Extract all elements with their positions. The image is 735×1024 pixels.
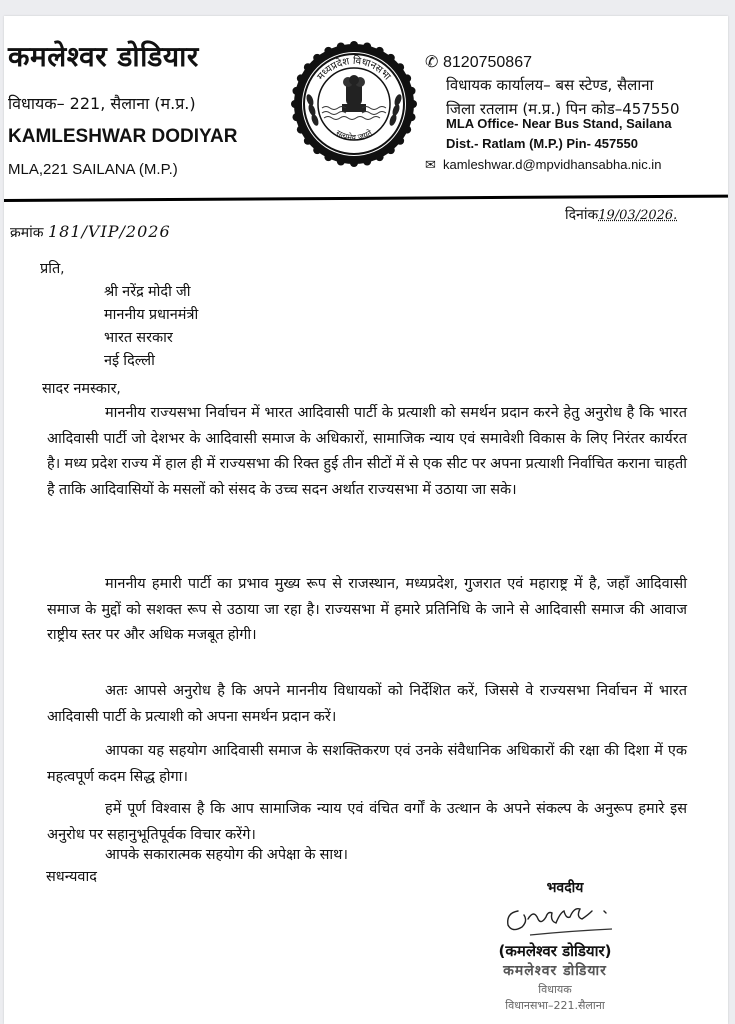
seal-serration	[313, 54, 321, 62]
seal-bottom-text: सत्यमेव जयते	[334, 128, 374, 143]
date-label: दिनांक	[565, 207, 599, 223]
letterhead-name-english: KAMLESHWAR DODIYAR	[8, 126, 238, 147]
stamp-constituency: विधानसभा–221.सैलाना	[505, 999, 605, 1012]
phone-number[interactable]: 8120750867	[443, 54, 532, 71]
seal-serration	[292, 87, 300, 95]
email-line	[425, 157, 661, 173]
seal-serration	[304, 137, 312, 145]
body-paragraph: माननीय राज्यसभा निर्वाचन में भारत आदिवासी पार्टी के प्रत्याशी को समर्थन प्रदान करने हेतु अनुरोध है कि भारत आदिवासी पार्टी जो देशभर के आदिवासी समाज के अधिकारों, सामाजिक न्याय एवं समावेशी विकास के लिए निरंतर कार्यरत है। मध्य प्रदेश राज्य में हाल ही में राज्यसभा की रिक्त हुई तीन सीटों में से एक सीट पर अपना प्रत्याशी निर्वाचित कराना चाहती है ताकि आदिवासियों के मसलों को संसद के उच्च सदन अर्थात राज्यसभा में उठाया जा सके।	[47, 405, 687, 498]
state-emblem-icon	[290, 40, 418, 168]
district-address-english: Dist.- Ratlam (M.P.) Pin- 457550	[446, 136, 638, 151]
recipient-line: भारत सरकार	[104, 330, 173, 346]
seal-serration	[408, 87, 416, 95]
seal-top-text: मध्यप्रदेश विधानसभा	[315, 55, 393, 83]
phone-icon: ✆	[425, 54, 439, 71]
stamp-name: कमलेश्वर डोडियार	[503, 963, 607, 979]
body-paragraph: हमें पूर्ण विश्वास है कि आप सामाजिक न्याय एवं वंचित वर्गों के उत्थान के अपने संकल्प के अनुरूप हमारे इस अनुरोध पर सहानुभूतिपूर्वक विचार करेंगे।	[47, 801, 687, 843]
handwritten-signature-icon	[450, 901, 670, 939]
seal-serration	[313, 146, 321, 154]
body-paragraph: अतः आपसे अनुरोध है कि अपने माननीय विधायकों को निर्देशित करें, जिससे वे राज्यसभा निर्वाचन में भारत आदिवासी पार्टी के प्रत्याशी को अपना समर्थन प्रदान करें।	[47, 683, 687, 725]
seal-serration	[292, 113, 300, 121]
body-paragraph: माननीय हमारी पार्टी का प्रभाव मुख्य रूप से राजस्थान, मध्यप्रदेश, गुजरात एवं महाराष्ट्र में है, जहाँ आदिवासी समाज के मुद्दों को सशक्त रूप से उठाया जा रहा है। राज्यसभा में हमारे प्रतिनिधि के जाने से आदिवासी समाज की आवाज राष्ट्रीय स्तर पर और अधिक मजबूत होगी।	[47, 576, 687, 643]
seal-serration	[403, 74, 411, 82]
letterhead-designation-hindi: विधायक– 221, सैलाना (म.प्र.)	[8, 94, 196, 113]
seal-serration	[304, 63, 312, 71]
seal-serration	[396, 137, 404, 145]
seal-serration	[409, 100, 417, 108]
letterhead-designation-english: MLA,221 SAILANA (M.P.)	[8, 161, 178, 178]
to-label: प्रति,	[40, 261, 65, 277]
seal-serration	[324, 153, 332, 161]
seal-serration	[403, 126, 411, 134]
body-paragraph: आपका यह सहयोग आदिवासी समाज के सशक्तिकरण एवं उनके संवैधानिक अधिकारों की रक्षा की दिशा में एक महत्वपूर्ण कदम सिद्ध होगा।	[47, 743, 687, 785]
recipient-line: श्री नरेंद्र मोदी जी	[104, 284, 191, 300]
salutation: सादर नमस्कार,	[42, 381, 121, 397]
recipient-line: माननीय प्रधानमंत्री	[104, 307, 199, 323]
reference-number	[10, 222, 171, 242]
closing: सधन्यवाद	[46, 869, 97, 885]
office-address-hindi: विधायक कार्यालय– बस स्टेण्ड, सैलाना	[446, 76, 654, 94]
signatory-name: (कमलेश्वर डोडियार)	[498, 942, 612, 960]
yours-sincerely: भवदीय	[546, 880, 584, 896]
letterhead-name-hindi: कमलेश्वर डोडियार	[8, 40, 199, 73]
date-value: 19/03/2026.	[598, 208, 678, 223]
seal-serration	[297, 126, 305, 134]
seal-serration	[396, 63, 404, 71]
seal-serration	[387, 54, 395, 62]
phone-line	[425, 52, 532, 72]
seal-serration	[408, 113, 416, 121]
recipient-line: नई दिल्ली	[104, 353, 155, 369]
seal-serration	[324, 47, 332, 55]
signature-block	[440, 878, 670, 1013]
seal-serration	[363, 42, 371, 50]
reference-label: क्रमांक	[10, 225, 44, 241]
seal-serration	[376, 47, 384, 55]
office-address-english: MLA Office- Near Bus Stand, Sailana	[446, 116, 672, 131]
seal-serration	[291, 100, 299, 108]
stamp-designation: विधायक	[538, 983, 572, 996]
seal-serration	[376, 153, 384, 161]
seal-serration	[350, 41, 358, 49]
seal-serration	[337, 42, 345, 50]
reference-value: 181/VIP/2026	[47, 222, 171, 241]
seal-serration	[297, 74, 305, 82]
email-address[interactable]: kamleshwar.d@mpvidhansabha.nic.in	[443, 157, 662, 172]
letter-date	[565, 205, 677, 224]
seal-serration	[350, 159, 358, 167]
seal-serration	[363, 158, 371, 166]
envelope-icon: ✉	[425, 157, 436, 172]
seal-serration	[387, 146, 395, 154]
body-paragraph: आपके सकारात्मक सहयोग की अपेक्षा के साथ।	[105, 847, 348, 863]
seal-serration	[337, 158, 345, 166]
district-address-hindi: जिला रतलाम (म.प्र.) पिन कोड–457550	[446, 100, 680, 118]
